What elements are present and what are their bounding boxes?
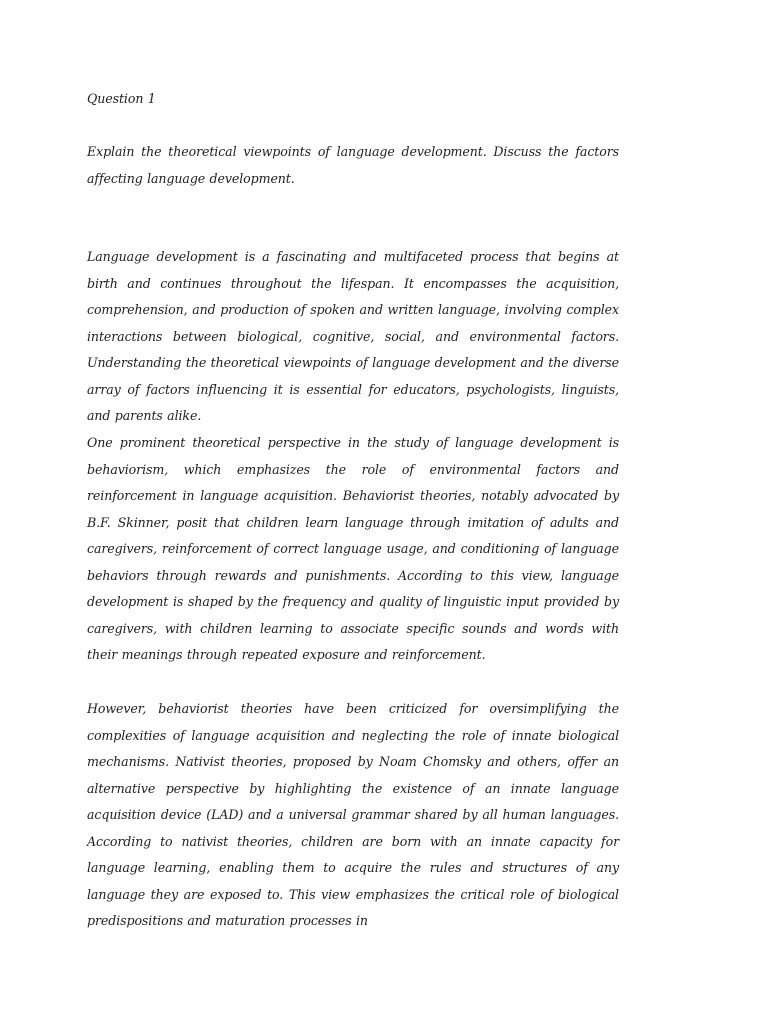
body-paragraph-3: However, behaviorist theories have been criticized for oversimplifying the complexities of language acquisition and neglecting the role of innate biological mechanisms. Nativist theories, proposed by Noam Chomsky and others, offer an alternative perspective by highlighting the existence of an innate language acquisition device (LAD) and a universal grammar shared by all human languages. According to nativist theories, children are born with an innate capacity for language learning, enabling them to acquire the rules and structures of any language they are exposed to. This view emphasizes the critical role of biological predispositions and maturation processes in bbox=[87, 701, 619, 928]
body-paragraph-1: Language development is a fascinating and multifaceted process that begins at birth and continues throughout the lifespan. It encompasses the acquisition, comprehension, and production of spoken and written language, involving complex interactions between biological, cognitive, social, and environmental factors. Understanding the theoretical viewpoints of language development and the diverse array of factors influencing it is essential for educators, psychologists, linguists, and parents alike. bbox=[87, 249, 619, 423]
question-prompt: Explain the theoretical viewpoints of language development. Discuss the factors affecting language development. bbox=[87, 144, 619, 186]
body-paragraph-2: One prominent theoretical perspective in the study of language development is behaviorism, which emphasizes the role of environmental factors and reinforcement in language acquisition. Behaviorist theories, notably advocated by B.F. Skinner, posit that children learn language through imitation of adults and caregivers, reinforcement of correct language usage, and conditioning of language behaviors through rewards and punishments. According to this view, language development is shaped by the frequency and quality of linguistic input provided by caregivers, with children learning to associate specific sounds and words with their meanings through repeated exposure and reinforcement. bbox=[87, 435, 619, 662]
question-label: Question 1 bbox=[87, 91, 156, 106]
